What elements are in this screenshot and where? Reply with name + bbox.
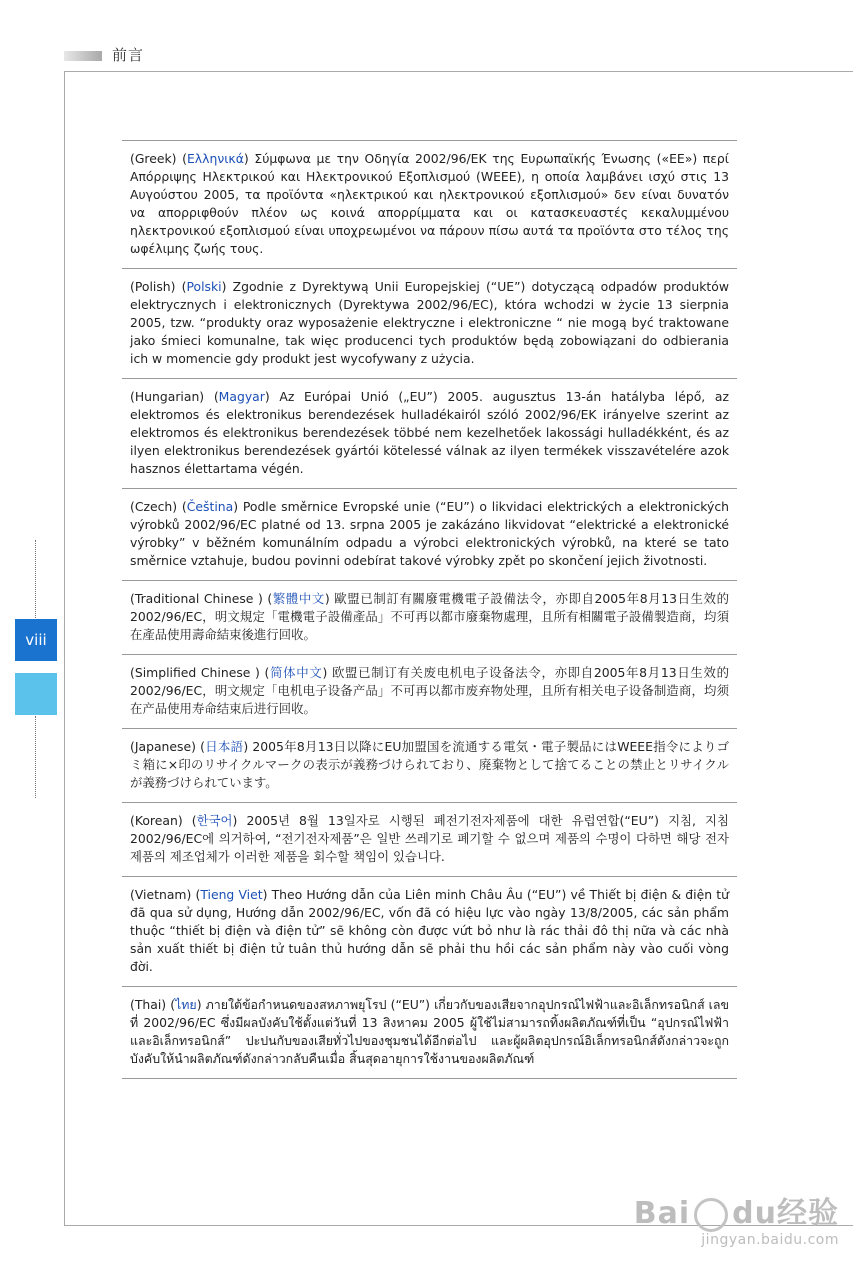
language-name: (Vietnam) <box>130 887 192 902</box>
section-body: Az Európai Unió („EU”) 2005. augusztus 13-án hatályba lépő, az elektromos és elektronikus berendezések hulladékairól szóló 2002/96/EK irányelve szerint az elektromos és elektronikus berendezések többé nem kezelhetőek lakossági hulladékként, és az ilyen elektronikus berendezések gyártói kötelessé válnak az ilyen termékek visszavételére azok hasznos élettartama végén. <box>130 389 729 476</box>
language-native-name: Tieng Viet <box>200 887 263 902</box>
header-accent-bar <box>64 51 102 61</box>
section-simplified-chinese: (Simplified Chinese ) (简体中文) 欧盟已制订有关废电机电子设备法令，亦即自2005年8月13日生效的2002/96/EC，明文规定「电机电子设备产品」不可再以都市废弃物处理，且所有相关电子设备制造商，均须在产品使用寿命结束后进行回收。 <box>122 655 737 729</box>
language-name: (Czech) <box>130 499 178 514</box>
watermark-logo-cn: 经验 <box>777 1196 839 1231</box>
section-body: 欧盟已制订有关废电机电子设备法令，亦即自2005年8月13日生效的2002/96/EC，明文规定「电机电子设备产品」不可再以都市废弃物处理，且所有相关电子设备制造商，均须在产品使用寿命结束后进行回收。 <box>130 665 730 716</box>
watermark-logo <box>634 1188 839 1232</box>
language-name: (Simplified Chinese ) <box>130 665 260 680</box>
weee-notice-list <box>122 140 737 1079</box>
page-header-title: 前言 <box>112 46 145 64</box>
language-name: (Greek) <box>130 151 177 166</box>
language-native-name: 简体中文 <box>269 665 323 680</box>
page-number-tab <box>15 619 57 661</box>
language-native-name: Čeština <box>186 499 234 514</box>
watermark-logo-right: du <box>732 1196 777 1231</box>
section-korean: (Korean) (한국어) 2005년 8월 13일자로 시행된 폐전기전자제품에 대한 유럽연합(“EU”) 지침, 지침 2002/96/EC에 의거하여, “전기전자제품”은 일반 쓰레기로 폐기할 수 없으며 제품의 수명이 다하면 해당 전자제품의 제조업체가 이러한 제품을 회수할 책임이 있습니다. <box>122 803 737 877</box>
watermark-url: jingyan.baidu.com <box>701 1232 839 1248</box>
sidebar-accent-block <box>15 673 57 715</box>
section-polish: (Polish) (Polski) Zgodnie z Dyrektywą Unii Europejskiej (“UE”) dotyczącą odpadów produktów elektrycznych i elektronicznych (Dyrektywa 2002/96/EC), która wchodzi w życie 13 sierpnia 2005, tzw. “produkty oraz wyposażenie elektryczne i elektroniczne “ nie mogą być traktowane jako śmieci komunalne, tak więc producenci tych produktów będą zobowiązani do odbierania ich w momencie gdy produkt jest wycofywany z użycia. <box>122 269 737 379</box>
section-czech: (Czech) (Čeština) Podle směrnice Evropské unie (“EU”) o likvidaci elektrických a elektronických výrobků 2002/96/EC platné od 13. srpna 2005 je zakázáno likvidovat “elektrické a elektronické výrobky” v běžném komunálním odpadu a výrobci elektronických výrobků, na které se tato směrnice vztahuje, budou povinni odebírat takové výrobky zpět po skončení jejich životnosti. <box>122 489 737 581</box>
language-name: (Traditional Chinese ) <box>130 591 263 606</box>
watermark-logo-left: Bai <box>633 1196 691 1231</box>
language-native-name: 日本語 <box>205 739 244 754</box>
language-name: (Polish) <box>130 279 176 294</box>
frame-top-rule <box>64 71 853 72</box>
frame-left-rule <box>64 71 65 1225</box>
section-body: 2005년 8월 13일자로 시행된 폐전기전자제품에 대한 유럽연합(“EU”) 지침, 지침 2002/96/EC에 의거하여, “전기전자제품”은 일반 쓰레기로 폐기할 수 없으며 제품의 수명이 다하면 해당 전자제품의 제조업체가 이러한 제품을 회수할 책임이 있습니다. <box>130 813 729 864</box>
language-native-name: Ελληνικά <box>186 151 244 166</box>
paw-icon <box>694 1198 728 1232</box>
section-body: 歐盟已制訂有關廢電機電子設備法令，亦即自2005年8月13日生效的2002/96/EC，明文規定「電機電子設備產品」不可再以都市廢棄物處理，且所有相關電子設備製造商，均須在產品使用壽命結束後進行回收。 <box>130 591 730 642</box>
section-japanese: (Japanese) (日本語) 2005年8月13日以降にEU加盟国を流通する電気・電子製品にはWEEE指令によりゴミ箱に×印のリサイクルマークの表示が義務づけられており、廃棄物として捨てることの禁止とリサイクルが義務づけられています。 <box>122 729 737 803</box>
language-native-name: 繁體中文 <box>272 591 325 606</box>
section-greek: (Greek) (Ελληνικά) Σύμφωνα με την Οδηγία 2002/96/ΕΚ της Ευρωπαϊκής Ένωσης («ΕΕ») περί Απόρριψης Ηλεκτρικού και Ηλεκτρονικού Εξοπλισμού (WEEE), η οποία λαμβάνει ισχύ στις 13 Αυγούστου 2005, τα προϊόντα «ηλεκτρικού και ηλεκτρονικού εξοπλισμού» δεν είναι δυνατόν να απορριφθούν πλέον ως κοινά απορρίμματα και οι κατασκευαστές κεκαλυμμένου ηλεκτρονικού εξοπλισμού είναι υποχρεωμένοι να πάρουν πίσω αυτά τα προϊόντα στο τέλος της ωφέλιμης ζωής τους. <box>122 141 737 269</box>
language-name: (Thai) <box>130 997 167 1012</box>
language-name: (Korean) <box>130 813 183 828</box>
section-traditional-chinese: (Traditional Chinese ) (繁體中文) 歐盟已制訂有關廢電機電子設備法令，亦即自2005年8月13日生效的2002/96/EC，明文規定「電機電子設備產品」不可再以都市廢棄物處理，且所有相關電子設備製造商，均須在產品使用壽命結束後進行回收。 <box>122 581 737 655</box>
section-hungarian: (Hungarian) (Magyar) Az Európai Unió („EU”) 2005. augusztus 13-án hatályba lépő, az elektromos és elektronikus berendezések hulladékairól szóló 2002/96/EK irányelve szerint az elektromos és elektronikus berendezések többé nem kezelhetőek lakossági hulladékként, és az ilyen elektronikus berendezések gyártói kötelessé válnak az ilyen termékek visszavételére azok hasznos élettartama végén. <box>122 379 737 489</box>
section-thai: (Thai) (ไทย) ภายใต้ข้อกำหนดของสหภาพยุโรป (“EU”) เกี่ยวกับของเสียจากอุปกรณ์ไฟฟ้าและอิเล็กทรอนิกส์ เลขที่ 2002/96/EC ซึ่งมีผลบังคับใช้ตั้งแต่วันที่ 13 สิงหาคม 2005 ผู้ใช้ไม่สามารถทิ้งผลิตภัณฑ์ที่เป็น “อุปกรณ์ไฟฟ้าและอิเล็กทรอนิกส์” ปะปนกับของเสียทั่วไปของชุมชนได้อีกต่อไป และผู้ผลิตอุปกรณ์อิเล็กทรอนิกส์ดังกล่าวจะถูกบังคับให้นำผลิตภัณฑ์ดังกล่าวกลับคืนเมื่อ สิ้นสุดอายุการใช้งานของผลิตภัณฑ์ <box>122 987 737 1079</box>
sidebar-dotted-line-top <box>35 540 36 618</box>
language-native-name: ไทย <box>175 997 197 1012</box>
page-number: viii <box>25 631 47 649</box>
section-body: Σύμφωνα με την Οδηγία 2002/96/ΕΚ της Ευρωπαϊκής Ένωσης («ΕΕ») περί Απόρριψης Ηλεκτρικού και Ηλεκτρονικού Εξοπλισμού (WEEE), η οποία λαμβάνει ισχύ στις 13 Αυγούστου 2005, τα προϊόντα «ηλεκτρικού και ηλεκτρονικού εξοπλισμού» δεν είναι δυνατόν να απορριφθούν πλέον ως κοινά απορρίμματα και οι κατασκευαστές κεκαλυμμένου ηλεκτρονικού εξοπλισμού είναι υποχρεωμένοι να πάρουν πίσω αυτά τα προϊόντα στο τέλος της ωφέλιμης ζωής τους. <box>130 151 729 256</box>
language-name: (Hungarian) <box>130 389 205 404</box>
baidu-watermark <box>634 1188 839 1248</box>
section-vietnam: (Vietnam) (Tieng Viet) Theo Hướng dẫn của Liên minh Châu Âu (“EU”) về Thiết bị điện & điện tử đã qua sử dụng, Hướng dẫn 2002/96/EC, vốn đã có hiệu lực vào ngày 13/8/2005, các sản phẩm thuộc “thiết bị điện và điện tử” sẽ không còn được vứt bỏ như là rác thải đô thị nữa và các nhà sản xuất thiết bị điện tử tuân thủ hướng dẫn sẽ phải thu hồi các sản phẩm này vào cuối vòng đời. <box>122 877 737 987</box>
language-name: (Japanese) <box>130 739 196 754</box>
section-body: 2005年8月13日以降にEU加盟国を流通する電気・電子製品にはWEEE指令によりゴミ箱に×印のリサイクルマークの表示が義務づけられており、廃棄物として捨てることの禁止とリサイクルが義務づけられています。 <box>130 739 729 790</box>
section-body: Podle směrnice Evropské unie (“EU”) o likvidaci elektrických a elektronických výrobků 2002/96/EC platné od 13. srpna 2005 je zakázáno likvidovat “elektrické a elektronické výrobky” v běžném komunálním odpadu a výrobci elektronických výrobků, na které se tato směrnice vztahuje, budou povinni odebírat takové výrobky zpět po skončení jejich životnosti. <box>130 499 729 568</box>
language-native-name: 한국어 <box>196 813 233 828</box>
language-native-name: Polski <box>186 279 222 294</box>
section-body: Zgodnie z Dyrektywą Unii Europejskiej (“UE”) dotyczącą odpadów produktów elektrycznych i elektronicznych (Dyrektywa 2002/96/EC), która wchodzi w życie 13 sierpnia 2005, tzw. “produkty oraz wyposażenie elektryczne i elektroniczne “ nie mogą być traktowane jako śmieci komunalne, tak więc producenci tych produktów będą zobowiązani do odbierania ich w momencie gdy produkt jest wycofywany z użycia. <box>130 279 730 366</box>
section-body: ภายใต้ข้อกำหนดของสหภาพยุโรป (“EU”) เกี่ยวกับของเสียจากอุปกรณ์ไฟฟ้าและอิเล็กทรอนิกส์ เลขที่ 2002/96/EC ซึ่งมีผลบังคับใช้ตั้งแต่วันที่ 13 สิงหาคม 2005 ผู้ใช้ไม่สามารถทิ้งผลิตภัณฑ์ที่เป็น “อุปกรณ์ไฟฟ้าและอิเล็กทรอนิกส์” ปะปนกับของเสียทั่วไปของชุมชนได้อีกต่อไป และผู้ผลิตอุปกรณ์อิเล็กทรอนิกส์ดังกล่าวจะถูกบังคับให้นำผลิตภัณฑ์ดังกล่าวกลับคืนเมื่อ สิ้นสุดอายุการใช้งานของผลิตภัณฑ์ <box>130 997 729 1066</box>
language-native-name: Magyar <box>218 389 265 404</box>
sidebar-dotted-line-bottom <box>35 716 36 798</box>
section-body: Theo Hướng dẫn của Liên minh Châu Âu (“EU”) về Thiết bị điện & điện tử đã qua sử dụng, Hướng dẫn 2002/96/EC, vốn đã có hiệu lực vào ngày 13/8/2005, các sản phẩm thuộc “thiết bị điện và điện tử” sẽ không còn được vứt bỏ như là rác thải đô thị nữa và các nhà sản xuất thiết bị điện tử tuân thủ hướng dẫn sẽ phải thu hồi các sản phẩm này vào cuối vòng đời. <box>130 887 729 974</box>
